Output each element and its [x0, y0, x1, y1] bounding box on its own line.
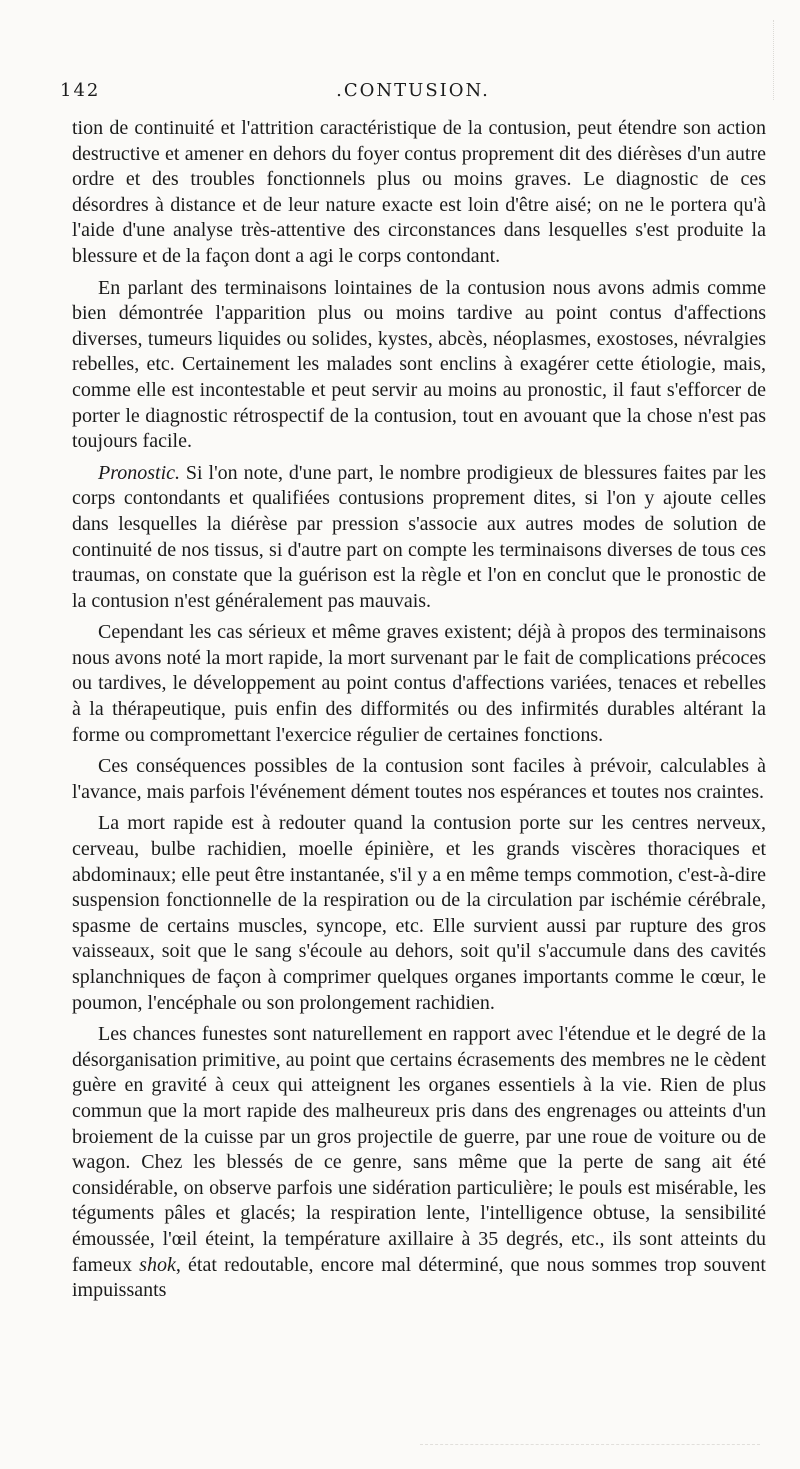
paragraph: [72, 620, 766, 748]
body-text: [72, 116, 766, 1310]
section-lead: Pronostic.: [98, 461, 181, 484]
paragraph-pronostic: [72, 461, 766, 615]
paragraph: [72, 276, 766, 455]
page-header: [60, 80, 766, 108]
paragraph-text: Les chances funestes sont naturellement en rapport avec l'étendue et le degré de la désorganisation primitive, au point que certains écrasements des membres ne le cèdent guère en gravité à ceux qui atteignent les organes essentiels à la vie. Rien de plus commun que la mort rapide des malheureux pris dans des engrenages ou atteints d'un broiement de la cuisse par un gros projectile de guerre, par une roue de voiture ou de wagon. Chez les blessés de ce genre, sans même que la perte de sang ait été considérable, on observe parfois une sidération particulière; le pouls est misérable, les téguments pâles et glacés; la respiration lente, l'intelligence obtuse, la sensibilité émoussée, l'œil éteint, la température axillaire à 35 degrés, etc., ils sont atteints du fameux: [72, 1023, 766, 1276]
paragraph-text: En parlant des terminaisons lointaines de la contusion nous avons admis comme bien démontrée l'apparition plus ou moins tardive au point contus d'affections diverses, tumeurs liquides ou solides, kystes, abcès, néoplasmes, exostoses, névralgies rebelles, etc. Certainement les malades sont enclins à exagérer cette étiologie, mais, comme elle est incontestable et peut servir au moins au pronostic, il faut s'efforcer de porter le diagnostic rétrospectif de la contusion, tout en avouant que la chose n'est pas toujours facile.: [72, 276, 766, 453]
scan-bottom-marks: [420, 1444, 760, 1447]
paragraph-text: Cependant les cas sérieux et même graves existent; déjà à propos des terminaisons nous avons noté la mort rapide, la mort survenant par le fait de complications précoces ou tardives, le développement au point contus d'affections variées, tenaces et rebelles à la thérapeutique, puis enfin des difformités ou des infirmités durables altérant la forme ou compromettant l'exercice régulier de certaines fonctions.: [72, 621, 766, 746]
paragraph: [72, 811, 766, 1016]
paragraph-continuation: [72, 116, 766, 270]
paragraph-text-tail: , état redoutable, encore mal déterminé, que nous sommes trop souvent impuissants: [72, 1253, 766, 1302]
emphasis-term: shok: [139, 1253, 176, 1276]
running-title: .CONTUSION.: [336, 80, 490, 101]
paragraph: [72, 1022, 766, 1304]
page-number: 142: [60, 80, 101, 101]
paragraph-text: Ces conséquences possibles de la contusion sont faciles à prévoir, calculables à l'avance, mais parfois l'événement dément toutes nos espérances et toutes nos craintes.: [72, 755, 766, 803]
paragraph-text: Si l'on note, d'une part, le nombre prodigieux de blessures faites par les corps contondants et qualifiées contusions proprement dites, si l'on y ajoute celles dans lesquelles la diérèse par pression s'associe aux autres modes de solution de continuité de nos tissus, si d'autre part on compte les terminaisons diverses de tous ces traumas, on constate que la guérison est la règle et l'on en conclut que le pronostic de la contusion n'est généralement pas mauvais.: [72, 461, 766, 612]
paragraph-text: tion de continuité et l'attrition caractéristique de la contusion, peut étendre son action destructive et amener en dehors du foyer contus proprement dit des diérèses d'un autre ordre et des troubles fonctionnels plus ou moins graves. Le diagnostic de ces désordres à distance et de leur nature exacte est loin d'être aisé; on ne le portera qu'à l'aide d'une analyse très-attentive des circonstances dans lesquelles s'est produite la blessure et de la façon dont a agi le corps contondant.: [72, 117, 766, 267]
paragraph-text: La mort rapide est à redouter quand la contusion porte sur les centres nerveux, cerveau, bulbe rachidien, moelle épinière, et les grands viscères thoraciques et abdominaux; elle peut être instantanée, s'il y a en même temps commotion, c'est-à-dire suspension fonctionnelle de la respiration ou de la circulation par ischémie cérébrale, spasme de certains muscles, syncope, etc. Elle survient aussi par rupture des gros vaisseaux, soit que le sang s'écoule au dehors, soit qu'il s'accumule dans des cavités splanchniques de façon à comprimer quelques organes importants comme le cœur, le poumon, l'encéphale ou son prolongement rachidien.: [72, 812, 766, 1014]
paragraph: [72, 754, 766, 805]
